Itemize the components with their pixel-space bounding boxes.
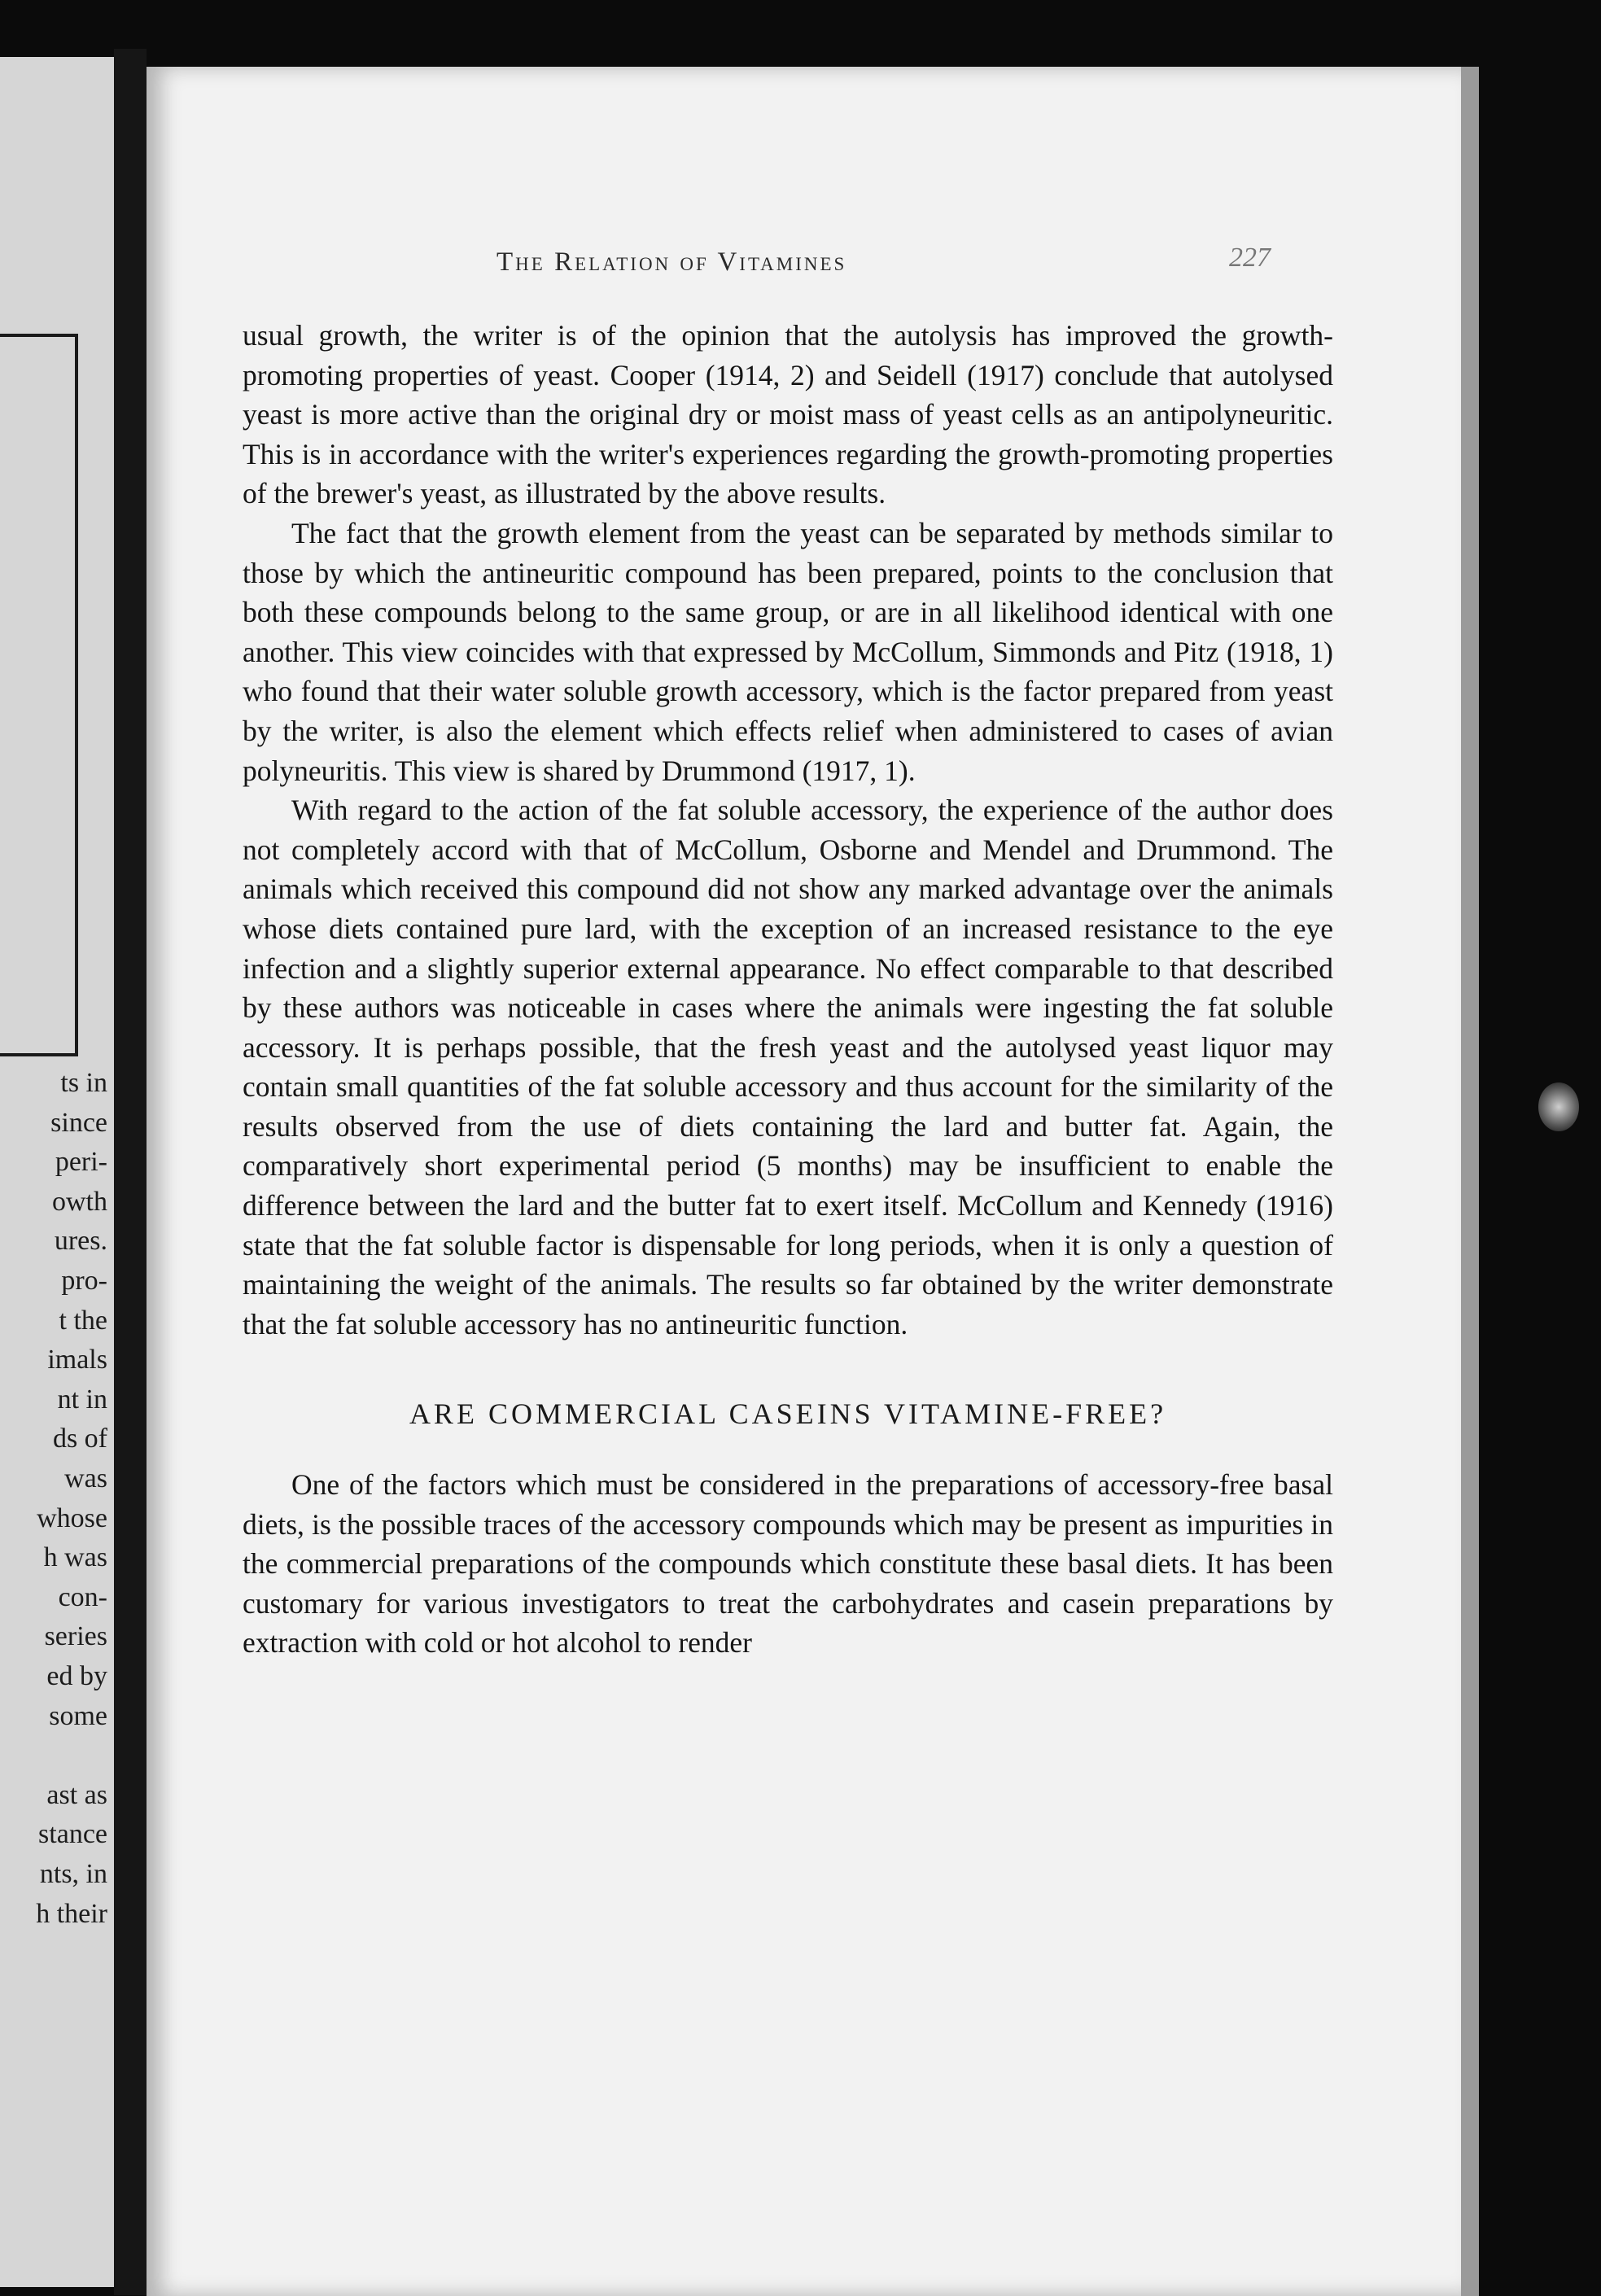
film-blemish <box>1538 1082 1579 1131</box>
page-header <box>147 243 1461 288</box>
facing-page-line: h their <box>36 1898 107 1929</box>
facing-page-line: some <box>49 1700 107 1731</box>
paragraph-1: usual growth, the writer is of the opinion that the autolysis has improved the growth-promoting properties of yeast. Cooper (1914, 2) and Seidell (1917) conclude that autolysed yeast is more active than the original dry or moist mass of yeast cells as an antipolyneuritic. This is in accordance with the writer's experiences regarding the growth-promoting properties of the brewer's yeast, as illustrated by the above results. <box>243 319 1333 510</box>
facing-page-line: was <box>64 1463 107 1493</box>
facing-page-line: nts, in <box>39 1859 107 1889</box>
facing-page-line: since <box>50 1107 107 1138</box>
facing-page-line: nt in <box>57 1384 107 1415</box>
paragraph-3: With regard to the action of the fat soluble accessory, the experience of the author does not completely accord with that of McCollum, Osborne and Mendel and Drummond. The animals which received this compound did not show any marked advantage over the animals whose diets contained pure lard, with the exception of an increased resistance to the eye infection and a slightly superior external appearance. No effect comparable to that described by these authors was noticeable in cases where the animals were ingesting the fat soluble accessory. It is perhaps possible, that the fresh yeast and the autolysed yeast liquor may contain small quantities of the fat soluble accessory and thus account for the similarity of the results observed from the use of diets containing the lard and butter fat. Again, the comparatively short experimental period (5 months) may be insufficient to enable the difference between the lard and the butter fat to exert itself. McCollum and Kennedy (1916) state that the fat soluble factor is dispensable for long periods, when it is only a question of maintaining the weight of the animals. The results so far obtained by the writer demonstrate that the fat soluble accessory has no antineuritic function. <box>243 794 1333 1340</box>
paragraph-2: The fact that the growth element from the yeast can be separated by methods similar to those by which the antineuritic compound has been prepared, points to the conclusion that both these compounds belong to the same group, or are in all likelihood identical with one another. This view coincides with that expressed by McCollum, Simmonds and Pitz (1918, 1) who found that their water soluble growth accessory, which is the factor prepared from yeast by the writer, is also the element which effects relief when administered to cases of avian polyneuritis. This view is shared by Drummond (1917, 1). <box>243 516 1333 787</box>
section-heading: ARE COMMERCIAL CASEINS VITAMINE-FREE? <box>409 1397 1167 1431</box>
facing-page-line: pro- <box>61 1266 107 1296</box>
facing-page-line: stance <box>38 1819 107 1850</box>
page-number: 227 <box>1229 243 1271 273</box>
facing-page-line: ast as <box>46 1779 107 1810</box>
body-text <box>243 316 1333 1663</box>
facing-page-line: con- <box>58 1581 107 1612</box>
facing-page-line: whose <box>37 1502 107 1533</box>
facing-page-figure-frame <box>0 334 78 1056</box>
book-gutter <box>114 49 147 2295</box>
facing-page-line: owth <box>52 1186 107 1217</box>
facing-page-line: ures. <box>54 1226 107 1257</box>
facing-page-line: ed by <box>46 1661 107 1691</box>
facing-page-line: ds of <box>52 1424 107 1454</box>
facing-page-line: t the <box>59 1305 107 1336</box>
page-edge <box>1461 67 1479 2296</box>
paragraph-4: One of the factors which must be considered in the preparations of accessory-free basal diets, is the possible traces of the accessory compounds which may be present as impurities in the commercial preparations of the compounds which constitute these basal diets. It has been customary for various investigators to treat the carbohydrates and casein preparations by extraction with cold or hot alcohol to render <box>243 1468 1333 1660</box>
running-title: The Relation of Vitamines <box>496 247 847 277</box>
facing-page-line: series <box>44 1621 107 1652</box>
facing-page-line: ts in <box>60 1068 107 1098</box>
facing-page-line: imals <box>47 1345 107 1375</box>
book-page <box>147 67 1461 2296</box>
facing-page-line: peri- <box>55 1147 107 1178</box>
facing-page-fragment <box>0 57 114 2287</box>
facing-page-line: h was <box>43 1542 107 1573</box>
